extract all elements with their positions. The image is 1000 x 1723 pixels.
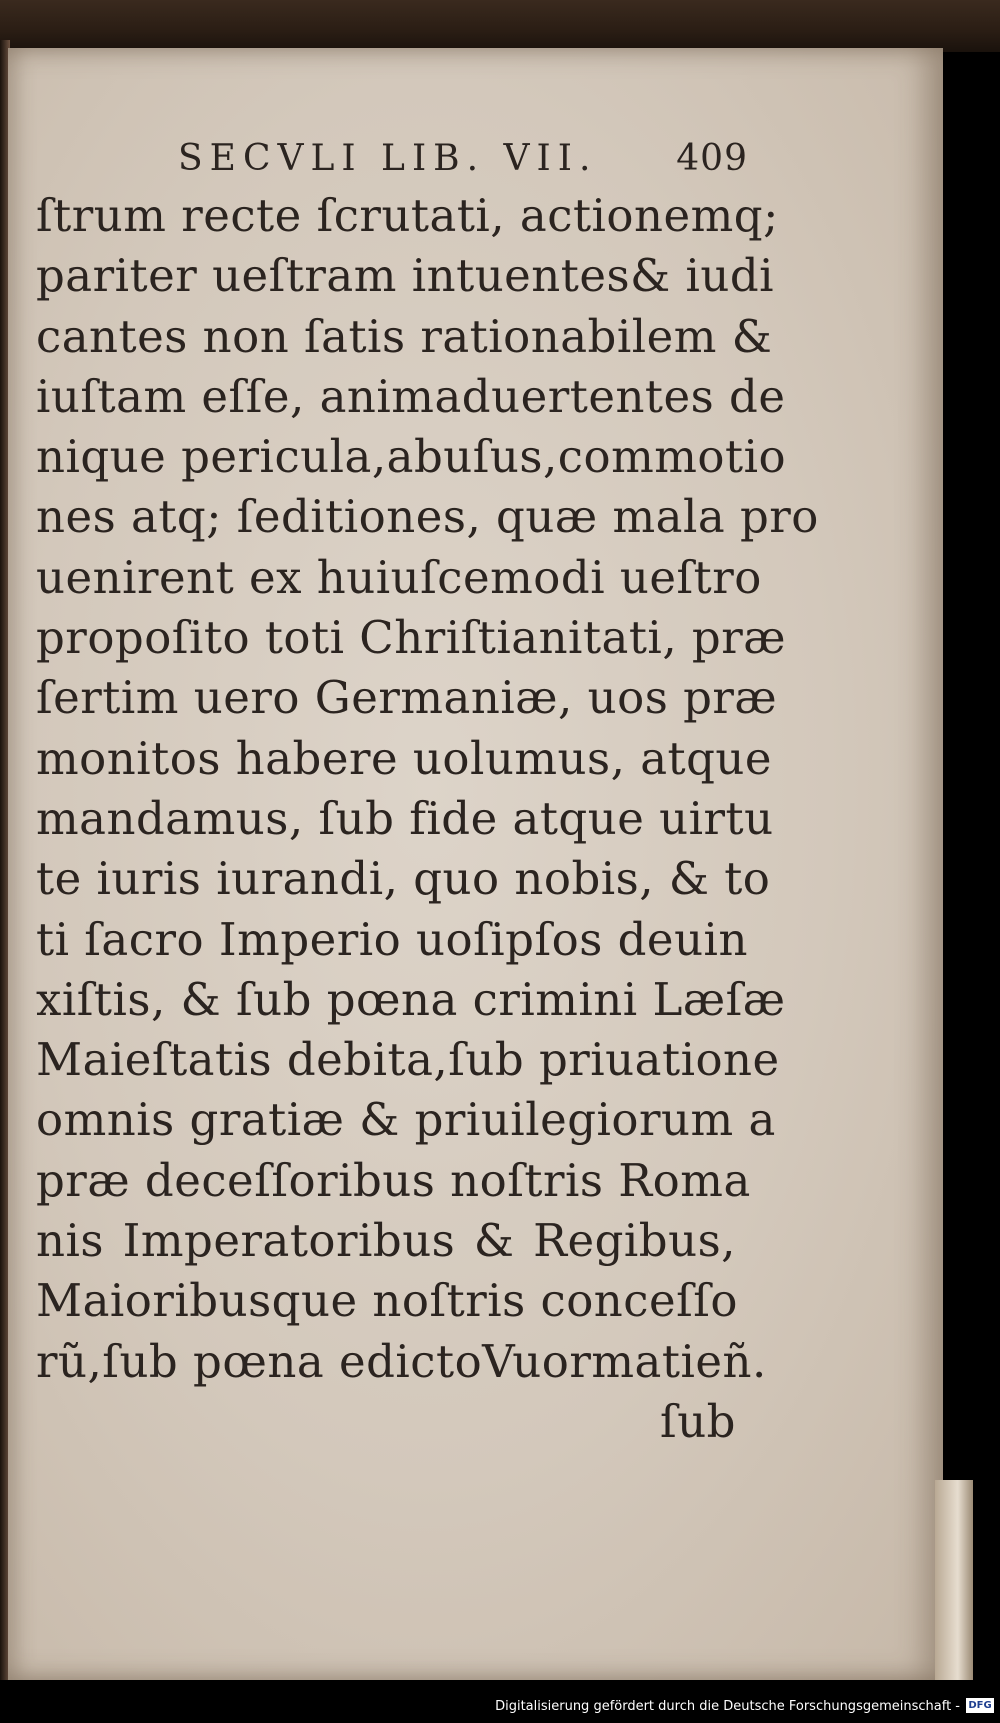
text-line: nes atq; ſeditiones, quæ mala pro	[36, 490, 819, 544]
digitization-footer	[0, 1690, 1000, 1723]
text-line: monitos habere uolumus, atque	[36, 731, 773, 785]
text-line: ti ſacro Imperio uoſipſos deuin	[36, 912, 748, 966]
text-line: propoſito toti Chriſtianitati, præ	[36, 611, 787, 665]
funding-credit: Digitalisierung gefördert durch die Deutsche Forschungsgemeinschaft -	[495, 1699, 960, 1714]
page-number: 409	[676, 138, 748, 179]
text-line: omnis gratiæ & priuilegiorum a	[36, 1093, 776, 1147]
text-line: nis Imperatoribus & Regibus,	[36, 1214, 736, 1268]
text-line: xiſtis, & ſub pœna crimini Læſæ	[36, 972, 786, 1026]
text-line: iuſtam eſſe, animaduertentes de	[36, 369, 786, 423]
page-edge-tab	[935, 1480, 973, 1680]
text-line: uenirent ex huiuſcemodi ueſtro	[36, 550, 762, 604]
text-line: mandamus, ſub fide atque uirtu	[36, 791, 774, 845]
page-header	[178, 138, 748, 188]
catchword: ſub	[660, 1394, 736, 1448]
text-line: te iuris iurandi, quo nobis, & to	[36, 852, 771, 906]
text-line: ſtrum recte ſcrutati, actionemq;	[36, 189, 779, 242]
text-line: pariter ueſtram intuentes& iudi	[36, 249, 775, 303]
body-text	[36, 186, 819, 1452]
text-line: cantes non ſatis rationabilem &	[36, 309, 773, 363]
text-line: præ deceſſoribus noſtris Roma	[36, 1153, 751, 1207]
book-binding-top	[0, 0, 1000, 52]
text-line: Maioribusque noſtris conceſſo	[36, 1274, 739, 1328]
text-line: ſertim uero Germaniæ, uos præ	[36, 671, 778, 725]
text-line: Maieſtatis debita,ſub priuatione	[36, 1033, 780, 1087]
text-line: rũ,ſub pœna edictoVuormatieñ.	[36, 1334, 767, 1388]
text-line: nique pericula,abuſus,commotio	[36, 430, 787, 484]
running-title: SECVLI LIB. VII.	[178, 138, 598, 179]
dfg-logo-icon: DFG	[966, 1698, 994, 1713]
